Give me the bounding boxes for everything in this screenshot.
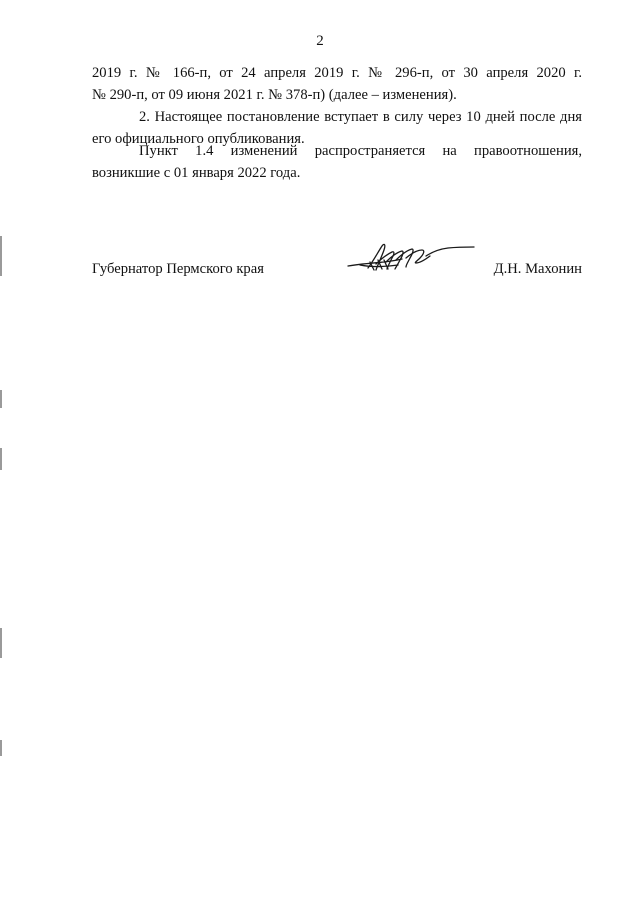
scan-edge-mark	[0, 236, 2, 276]
text-line: 2019 г. № 166-п, от 24 апреля 2019 г. № 296-п, от 30 апреля 2020 г.	[92, 65, 582, 81]
scan-edge-mark	[0, 740, 2, 756]
text-line: Пункт 1.4 изменений распространяется на правоотношения,	[139, 143, 582, 159]
scan-edge-mark	[0, 448, 2, 470]
scan-edge-mark	[0, 628, 2, 658]
scan-edge-mark	[0, 390, 2, 408]
text-line: 2. Настоящее постановление вступает в силу через 10 дней после дня	[139, 109, 582, 125]
signature-block	[92, 258, 582, 282]
signatory-name: Д.Н. Махонин	[493, 261, 582, 277]
handwritten-signature	[340, 238, 480, 278]
text-line: его официального опубликования.	[92, 131, 305, 147]
text-line: возникшие с 01 января 2022 года.	[92, 165, 301, 181]
paragraph-clause-application	[92, 140, 582, 184]
paragraph-amendments-list	[92, 62, 582, 106]
signatory-title: Губернатор Пермского края	[92, 261, 264, 277]
text-line: № 290-п, от 09 июня 2021 г. № 378-п) (далее – изменения).	[92, 87, 457, 103]
page-number: 2	[316, 33, 324, 49]
